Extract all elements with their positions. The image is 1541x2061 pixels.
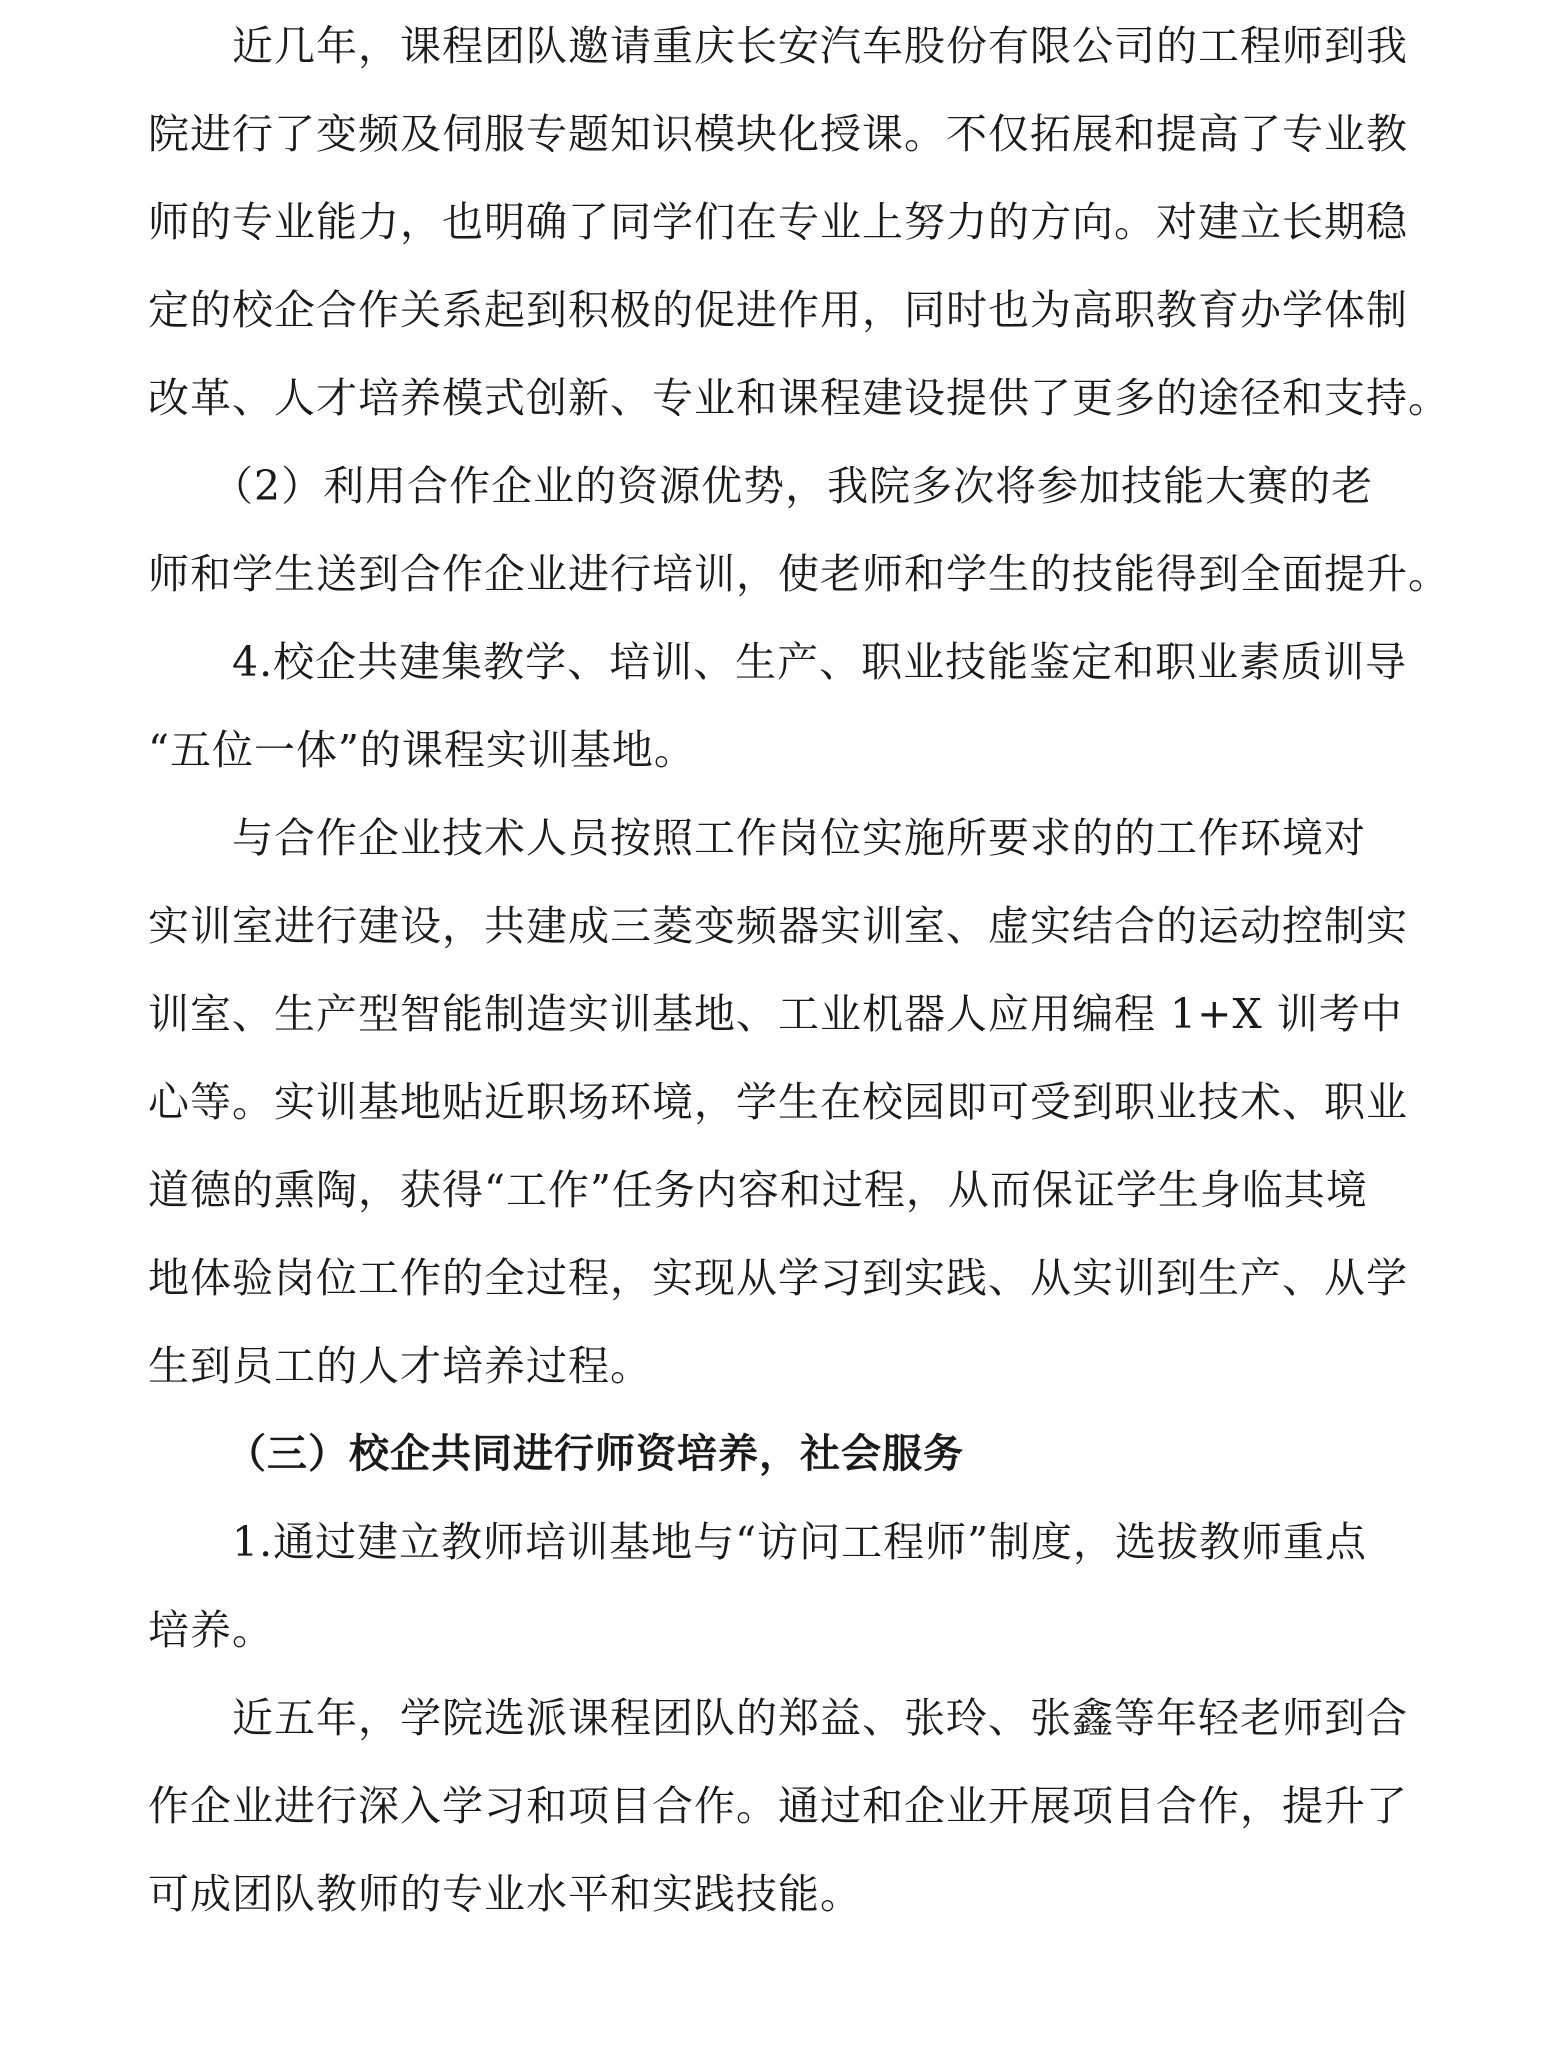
paragraph-1-line-1: 近几年，课程团队邀请重庆长安汽车股份有限公司的工程师到我 xyxy=(232,22,1408,70)
paragraph-4-line-1: 与合作企业技术人员按照工作岗位实施所要求的的工作环境对 xyxy=(232,814,1366,862)
paragraph-1-line-4: 定的校企合作关系起到积极的促进作用，同时也为高职教育办学体制 xyxy=(148,286,1408,334)
paragraph-5-line-1: 1.通过建立教师培训基地与“访问工程师”制度，选拔教师重点 xyxy=(232,1518,1368,1566)
paragraph-2-line-2: 师和学生送到合作企业进行培训，使老师和学生的技能得到全面提升。 xyxy=(148,550,1450,598)
paragraph-6-line-1: 近五年，学院选派课程团队的郑益、张玲、张鑫等年轻老师到合 xyxy=(232,1694,1408,1742)
paragraph-5-line-2: 培养。 xyxy=(148,1606,274,1654)
paragraph-2-line-1: （2）利用合作企业的资源优势，我院多次将参加技能大赛的老 xyxy=(212,462,1374,510)
paragraph-1-line-3: 师的专业能力，也明确了同学们在专业上努力的方向。对建立长期稳 xyxy=(148,198,1408,246)
section-heading: （三）校企共同进行师资培养，社会服务 xyxy=(226,1431,964,1477)
paragraph-3-line-1: 4.校企共建集教学、培训、生产、职业技能鉴定和职业素质训导 xyxy=(232,638,1408,686)
paragraph-6-line-3: 可成团队教师的专业水平和实践技能。 xyxy=(148,1870,862,1918)
paragraph-1-line-2: 院进行了变频及伺服专题知识模块化授课。不仅拓展和提高了专业教 xyxy=(148,110,1408,158)
paragraph-4-line-2: 实训室进行建设，共建成三菱变频器实训室、虚实结合的运动控制实 xyxy=(148,902,1408,950)
paragraph-4-line-4: 心等。实训基地贴近职场环境，学生在校园即可受到职业技术、职业 xyxy=(148,1078,1408,1126)
paragraph-6-line-2: 作企业进行深入学习和项目合作。通过和企业开展项目合作，提升了 xyxy=(148,1782,1408,1830)
paragraph-4-line-6: 地体验岗位工作的全过程，实现从学习到实践、从实训到生产、从学 xyxy=(148,1254,1408,1302)
paragraph-1-line-5: 改革、人才培养模式创新、专业和课程建设提供了更多的途径和支持。 xyxy=(148,374,1450,422)
paragraph-4-line-7: 生到员工的人才培养过程。 xyxy=(148,1342,652,1390)
paragraph-4-line-3: 训室、生产型智能制造实训基地、工业机器人应用编程 1+X 训考中 xyxy=(148,990,1403,1038)
paragraph-4-line-5: 道德的熏陶，获得“工作”任务内容和过程，从而保证学生身临其境 xyxy=(148,1166,1368,1214)
paragraph-3-line-2: “五位一体”的课程实训基地。 xyxy=(148,726,696,774)
